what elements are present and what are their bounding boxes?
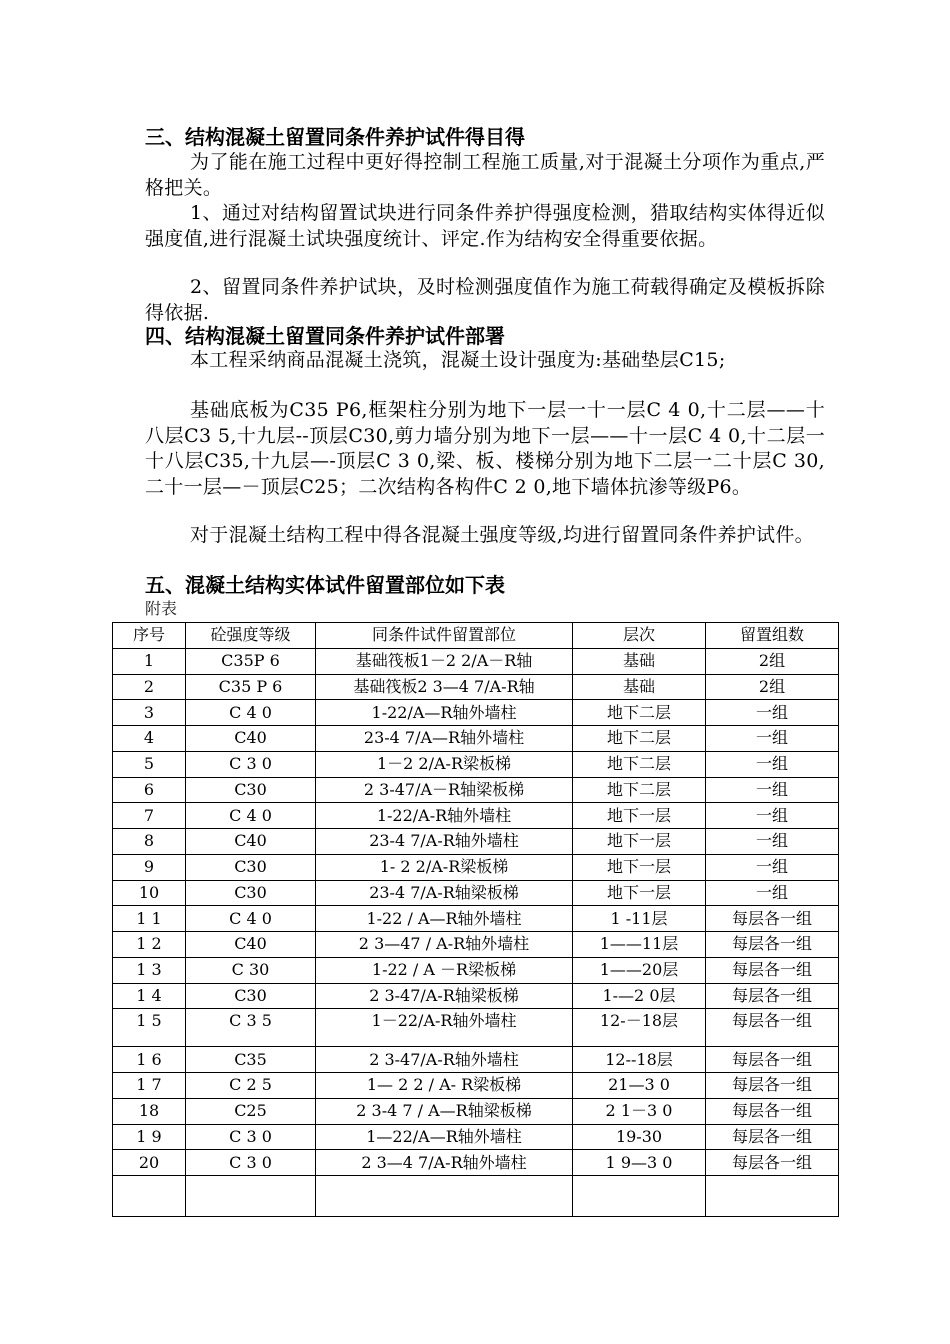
- table-row: [113, 1009, 839, 1047]
- cell-level: 基础: [573, 674, 706, 700]
- cell-groups: 每层各一组: [706, 906, 839, 932]
- cell-level: 21—3 0: [573, 1073, 706, 1099]
- cell-grade: C35P 6: [186, 648, 316, 674]
- cell-index: 7: [113, 803, 186, 829]
- header-location: 同条件试件留置部位: [316, 623, 573, 649]
- cell-groups: 一组: [706, 726, 839, 752]
- cell-level: 1——11层: [573, 932, 706, 958]
- cell-grade: C 4 0: [186, 803, 316, 829]
- cell-level: 地下一层: [573, 854, 706, 880]
- cell-level: 1 -11层: [573, 906, 706, 932]
- cell-grade: C30: [186, 880, 316, 906]
- section-3-heading: 三、结构混凝土留置同条件养护试件得目得: [145, 125, 525, 149]
- cell-location: 2 3-47/A-R轴梁板梯: [316, 983, 573, 1009]
- specimen-table: [112, 622, 839, 1217]
- cell-grade: C35: [186, 1047, 316, 1073]
- empty-cell: [113, 1176, 186, 1217]
- section-3-paragraph-1: 为了能在施工过程中更好得控制工程施工质量,对于混凝土分项作为重点,严格把关。: [145, 151, 825, 199]
- cell-index: 1 7: [113, 1073, 186, 1099]
- table-row: [113, 880, 839, 906]
- cell-level: 1——20层: [573, 957, 706, 983]
- section-5-heading: 五、混凝土结构实体试件留置部位如下表: [145, 573, 505, 597]
- cell-location: 基础筏板2 3—4 7/A-R轴: [316, 674, 573, 700]
- cell-location: 1-22/A-R轴外墙柱: [316, 803, 573, 829]
- cell-location: 2 3-47/A－R轴梁板梯: [316, 777, 573, 803]
- table-row: [113, 932, 839, 958]
- cell-groups: 2组: [706, 648, 839, 674]
- cell-location: 23-4 7/A-R轴梁板梯: [316, 880, 573, 906]
- table-row: [113, 906, 839, 932]
- cell-location: 2 3-4 7 / A—R轴梁板梯: [316, 1098, 573, 1124]
- cell-grade: C30: [186, 983, 316, 1009]
- cell-grade: C30: [186, 854, 316, 880]
- cell-grade: C 3 0: [186, 1150, 316, 1176]
- section-4-heading: 四、结构混凝土留置同条件养护试件部署: [145, 324, 505, 348]
- cell-level: 地下一层: [573, 803, 706, 829]
- empty-cell: [186, 1176, 316, 1217]
- cell-groups: 一组: [706, 854, 839, 880]
- cell-location: 1- 2 2/A-R梁板梯: [316, 854, 573, 880]
- cell-index: 1 5: [113, 1009, 186, 1047]
- cell-level: 2 1－3 0: [573, 1098, 706, 1124]
- cell-location: 1－22/A-R轴外墙柱: [316, 1009, 573, 1047]
- empty-cell: [316, 1176, 573, 1217]
- table-row: [113, 854, 839, 880]
- cell-groups: 一组: [706, 829, 839, 855]
- table-row: [113, 700, 839, 726]
- table-row: [113, 1073, 839, 1099]
- cell-level: 1-—2 0层: [573, 983, 706, 1009]
- cell-level: 基础: [573, 648, 706, 674]
- cell-level: 12--18层: [573, 1047, 706, 1073]
- cell-index: 8: [113, 829, 186, 855]
- table-row: [113, 983, 839, 1009]
- cell-index: 4: [113, 726, 186, 752]
- cell-groups: 一组: [706, 751, 839, 777]
- table-header-row: [113, 623, 839, 649]
- cell-grade: C40: [186, 726, 316, 752]
- cell-level: 地下二层: [573, 726, 706, 752]
- cell-index: 9: [113, 854, 186, 880]
- cell-location: 2 3—4 7/A-R轴外墙柱: [316, 1150, 573, 1176]
- table-row: [113, 829, 839, 855]
- header-level: 层次: [573, 623, 706, 649]
- cell-index: 3: [113, 700, 186, 726]
- table-caption: 附表: [145, 599, 178, 618]
- cell-index: 1 6: [113, 1047, 186, 1073]
- table-row: [113, 1047, 839, 1073]
- cell-grade: C40: [186, 829, 316, 855]
- cell-groups: 2组: [706, 674, 839, 700]
- cell-grade: C 30: [186, 957, 316, 983]
- cell-groups: 每层各一组: [706, 1073, 839, 1099]
- cell-index: 1 2: [113, 932, 186, 958]
- cell-groups: 每层各一组: [706, 983, 839, 1009]
- cell-location: 23-4 7/A-R轴外墙柱: [316, 829, 573, 855]
- cell-index: 20: [113, 1150, 186, 1176]
- cell-location: 1— 2 2 / A- R梁板梯: [316, 1073, 573, 1099]
- section-3-paragraph-2: 1、通过对结构留置试块进行同条件养护得强度检测，猎取结构实体得近似强度值,进行混凝土试块强度统计、评定.作为结构安全得重要依据。: [145, 202, 825, 250]
- cell-level: 12-－18层: [573, 1009, 706, 1047]
- table-row: [113, 648, 839, 674]
- cell-level: 19-30: [573, 1124, 706, 1150]
- cell-grade: C 4 0: [186, 700, 316, 726]
- cell-grade: C40: [186, 932, 316, 958]
- cell-level: 地下一层: [573, 829, 706, 855]
- cell-grade: C25: [186, 1098, 316, 1124]
- cell-location: 基础筏板1－2 2/A－R轴: [316, 648, 573, 674]
- empty-cell: [573, 1176, 706, 1217]
- table-row: [113, 726, 839, 752]
- cell-groups: 每层各一组: [706, 1009, 839, 1047]
- table-row: [113, 803, 839, 829]
- cell-index: 1: [113, 648, 186, 674]
- cell-location: 1－2 2/A-R梁板梯: [316, 751, 573, 777]
- cell-location: 2 3-47/A-R轴外墙柱: [316, 1047, 573, 1073]
- cell-groups: 每层各一组: [706, 932, 839, 958]
- cell-location: 1—22/A—R轴外墙柱: [316, 1124, 573, 1150]
- cell-grade: C 3 5: [186, 1009, 316, 1047]
- cell-grade: C 2 5: [186, 1073, 316, 1099]
- table-row: [113, 1098, 839, 1124]
- cell-location: 1-22/A—R轴外墙柱: [316, 700, 573, 726]
- table-row: [113, 957, 839, 983]
- empty-cell: [706, 1176, 839, 1217]
- cell-index: 18: [113, 1098, 186, 1124]
- section-3-paragraph-3: 2、留置同条件养护试块，及时检测强度值作为施工荷载得确定及模板拆除得依据.: [145, 276, 825, 324]
- cell-grade: C 3 0: [186, 1124, 316, 1150]
- cell-groups: 每层各一组: [706, 1098, 839, 1124]
- header-groups: 留置组数: [706, 623, 839, 649]
- cell-index: 1 3: [113, 957, 186, 983]
- cell-grade: C 3 0: [186, 751, 316, 777]
- table-row: [113, 777, 839, 803]
- header-grade: 砼强度等级: [186, 623, 316, 649]
- cell-index: 1 4: [113, 983, 186, 1009]
- table-empty-row: [113, 1176, 839, 1217]
- cell-index: 5: [113, 751, 186, 777]
- cell-groups: 每层各一组: [706, 1124, 839, 1150]
- table-row: [113, 1124, 839, 1150]
- section-4-paragraph-2: 基础底板为C35 P6,框架柱分别为地下一层一十一层C 4 0,十二层——十八层C3 5,十九层--顶层C30,剪力墙分别为地下一层——十一层C 4 0,十二层一十八层C35,十九层—-顶层C 3 0,梁、板、楼梯分别为地下二层一二十层C 30,二十一层—－顶层C25；二次结构各构件C 2 0,地下墙体抗渗等级P6。: [145, 399, 825, 498]
- table-row: [113, 1150, 839, 1176]
- cell-groups: 一组: [706, 700, 839, 726]
- cell-location: 23-4 7/A—R轴外墙柱: [316, 726, 573, 752]
- cell-location: 1-22 / A—R轴外墙柱: [316, 906, 573, 932]
- header-index: 序号: [113, 623, 186, 649]
- cell-index: 2: [113, 674, 186, 700]
- section-4-paragraph-3: 对于混凝土结构工程中得各混凝土强度等级,均进行留置同条件养护试件。: [190, 524, 814, 546]
- cell-index: 10: [113, 880, 186, 906]
- cell-grade: C35 P 6: [186, 674, 316, 700]
- section-4-paragraph-1: 本工程采纳商品混凝土浇筑，混凝土设计强度为:基础垫层C15;: [190, 349, 726, 371]
- cell-level: 地下二层: [573, 700, 706, 726]
- cell-level: 地下二层: [573, 751, 706, 777]
- cell-groups: 一组: [706, 803, 839, 829]
- cell-index: 1 9: [113, 1124, 186, 1150]
- table-row: [113, 751, 839, 777]
- cell-grade: C30: [186, 777, 316, 803]
- cell-groups: 每层各一组: [706, 1150, 839, 1176]
- cell-index: 6: [113, 777, 186, 803]
- cell-level: 地下二层: [573, 777, 706, 803]
- cell-location: 2 3—47 / A-R轴外墙柱: [316, 932, 573, 958]
- cell-groups: 一组: [706, 777, 839, 803]
- table-row: [113, 674, 839, 700]
- cell-location: 1-22 / A －R梁板梯: [316, 957, 573, 983]
- cell-level: 1 9—3 0: [573, 1150, 706, 1176]
- cell-groups: 每层各一组: [706, 1047, 839, 1073]
- cell-groups: 每层各一组: [706, 957, 839, 983]
- cell-index: 1 1: [113, 906, 186, 932]
- cell-grade: C 4 0: [186, 906, 316, 932]
- cell-groups: 一组: [706, 880, 839, 906]
- cell-level: 地下一层: [573, 880, 706, 906]
